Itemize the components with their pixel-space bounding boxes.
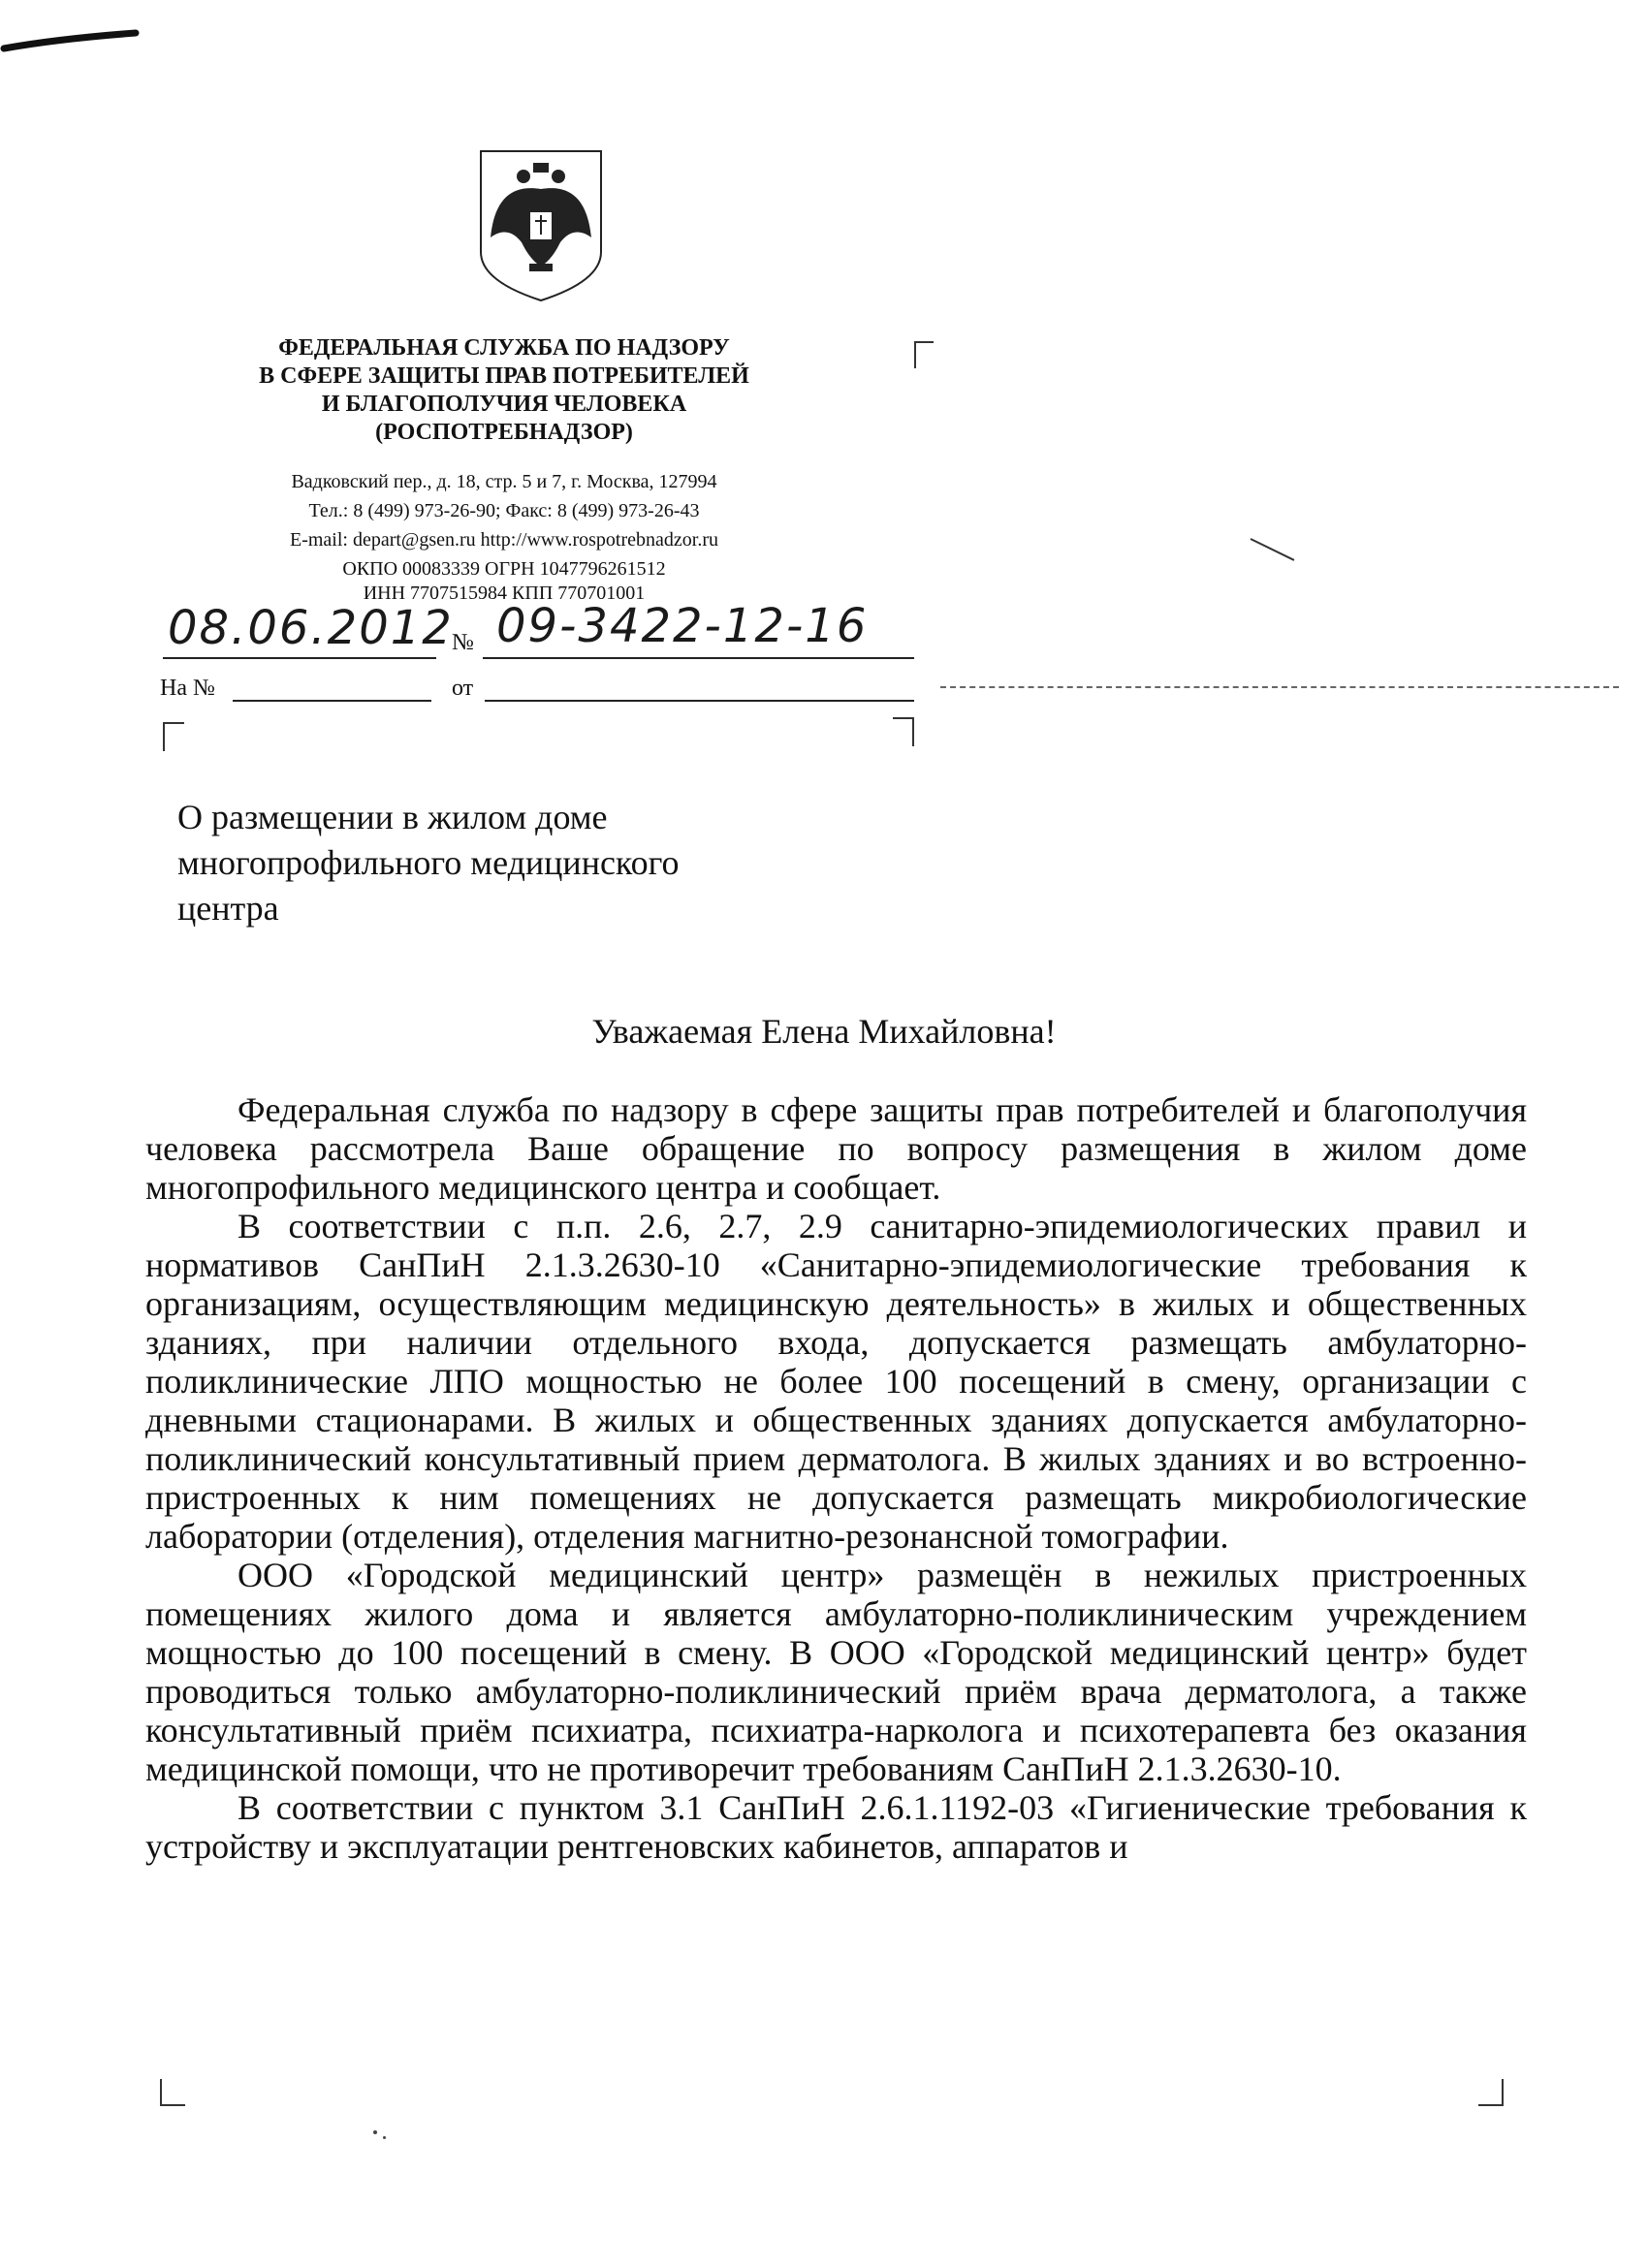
reply-to-underline <box>233 700 431 702</box>
okpo-ogrn: ОКПО 00083339 ОГРН 1047796261512 <box>342 558 666 580</box>
registration-date: 08.06.2012 <box>168 601 454 655</box>
scan-mark <box>0 19 155 58</box>
organization-title <box>174 334 834 447</box>
org-title-line-1: ФЕДЕРАЛЬНАЯ СЛУЖБА ПО НАДЗОРУ <box>278 335 730 361</box>
body-paragraph-1: Федеральная служба по надзору в сфере защиты прав потребителей и благополучия человека рассмотрела Ваше обращение по вопросу размещения в жилом доме многопрофильного медицинского центра и сообщает. <box>145 1090 1527 1207</box>
salutation: Уважаемая Елена Михайловна! <box>591 1012 1057 1051</box>
page-bracket-bottom-right <box>1478 2079 1504 2106</box>
subject-bracket-top-left <box>163 722 184 751</box>
scan-speck <box>383 2136 386 2139</box>
org-title-line-3: И БЛАГОПОЛУЧИЯ ЧЕЛОВЕКА <box>321 392 687 417</box>
org-title-line-4: (РОСПОТРЕБНАДЗОР) <box>375 420 633 445</box>
subject-line-3: центра <box>177 889 279 928</box>
address: Вадковский пер., д. 18, стр. 5 и 7, г. Москва, 127994 <box>291 471 717 492</box>
letter-subject <box>177 795 778 931</box>
number-label: № <box>452 630 474 655</box>
body-paragraph-4: В соответствии с пунктом 3.1 СанПиН 2.6.1.1192-03 «Гигиенические требования к устройству и эксплуатации рентгеновских кабинетов, аппаратов и <box>145 1788 1527 1866</box>
registration-number: 09-3422-12-16 <box>496 599 869 653</box>
body-paragraph-2: В соответствии с п.п. 2.6, 2.7, 2.9 санитарно-эпидемиологических правил и нормативов СанПиН 2.1.3.2630-10 «Санитарно-эпидемиологические требования к организациям, осуществляющим медицинскую деятельность» в жилых и общественных зданиях, при наличии отдельного входа, допускается размещать амбулаторно-поликлинические ЛПО мощностью не более 100 посещений в смену, организации с дневными стационарами. В жилых и общественных зданиях допускается амбулаторно-поликлинический консультативный прием дерматолога. В жилых зданиях и во встроенно-пристроенных к ним помещениях не допускается размещать микробиологические лаборатории (отделения), отделения магнитно-резонансной томографии. <box>145 1207 1527 1556</box>
org-title-line-2: В СФЕРЕ ЗАЩИТЫ ПРАВ ПОТРЕБИТЕЛЕЙ <box>259 363 749 389</box>
letter-body <box>145 1090 1527 1866</box>
from-label: от <box>452 676 474 701</box>
page-bracket-bottom-left <box>160 2079 185 2106</box>
scan-dashes <box>940 686 1619 690</box>
phone-fax: Тел.: 8 (499) 973-26-90; Факс: 8 (499) 973-26-43 <box>308 500 700 521</box>
inn-kpp: ИНН 7707515984 КПП 770701001 <box>363 583 646 604</box>
subject-bracket-top-right <box>893 717 914 746</box>
address-bracket-top-right <box>914 341 934 368</box>
reply-to-label: На № <box>160 676 215 701</box>
russian-coat-of-arms-icon <box>473 145 609 305</box>
scan-speck <box>373 2130 377 2134</box>
body-paragraph-3: ООО «Городской медицинский центр» размещён в нежилых пристроенных помещениях жилого дома и является амбулаторно-поликлиническим учреждением мощностью до 100 посещений в смену. В ООО «Городской медицинский центр» будет проводиться только амбулаторно-поликлинический приём врача дерматолога, а также консультативный приём психиатра, психиатра-нарколога и психотерапевта без оказания медицинской помощи, что не противоречит требованиям СанПиН 2.1.3.2630-10. <box>145 1556 1527 1788</box>
organization-contacts <box>174 467 834 603</box>
subject-line-2: многопрофильного медицинского <box>177 843 680 882</box>
subject-line-1: О размещении в жилом доме <box>177 798 608 836</box>
email-website: E-mail: depart@gsen.ru http://www.rospotrebnadzor.ru <box>289 529 718 551</box>
from-underline <box>485 700 914 702</box>
date-underline <box>163 657 436 659</box>
number-underline <box>483 657 914 659</box>
scan-stroke <box>1251 538 1295 561</box>
